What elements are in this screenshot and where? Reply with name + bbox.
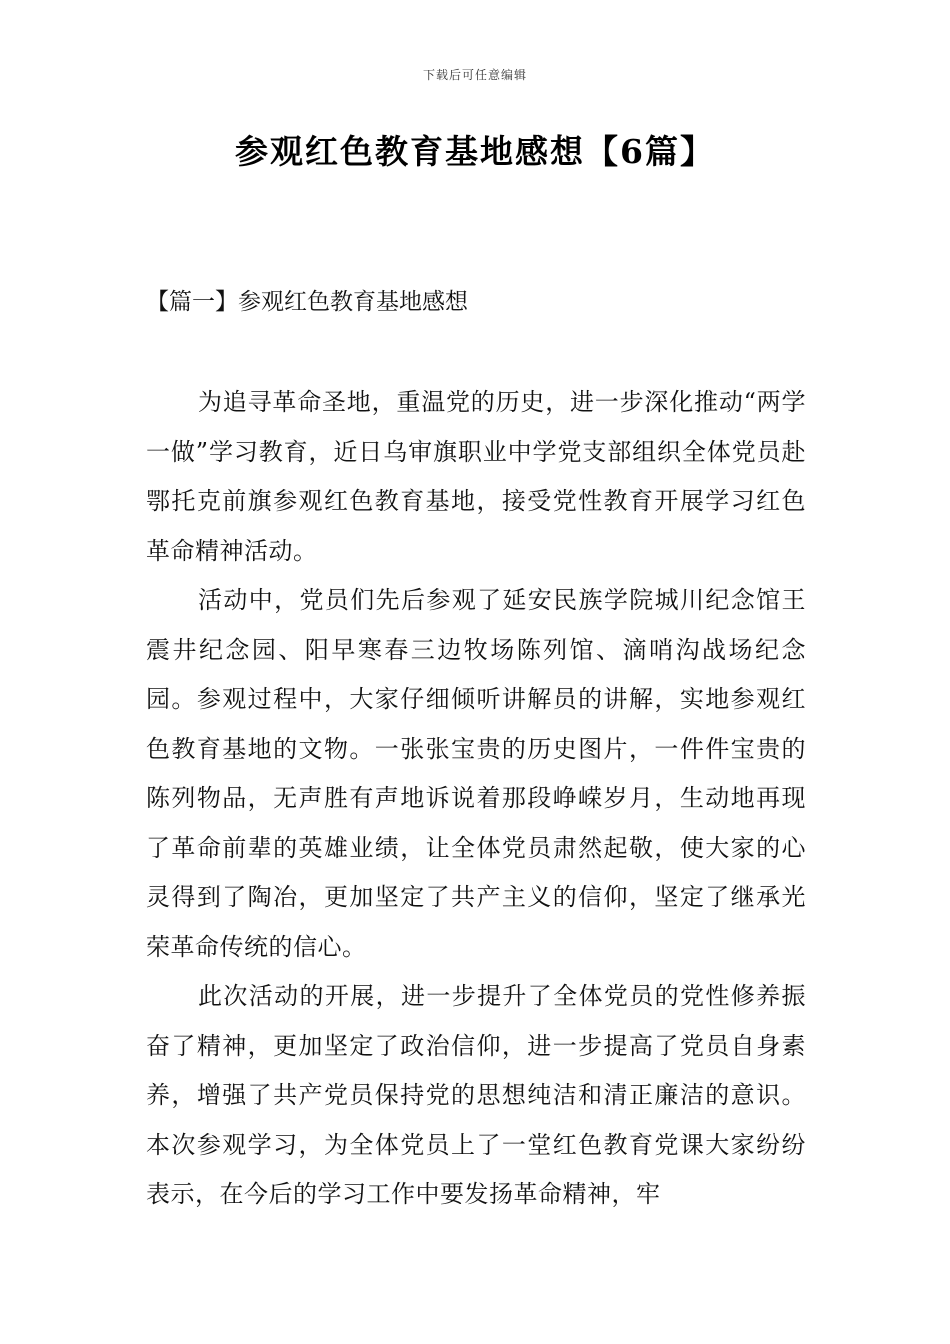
section-heading: 【篇一】参观红色教育基地感想 — [146, 289, 468, 315]
document-title: 参观红色教育基地感想【6篇】 — [235, 132, 715, 171]
paragraph-3: 此次活动的开展，进一步提升了全体党员的党性修养振奋了精神，更加坚定了政治信仰，进一步提高了党员自身素养，增强了共产党员保持党的思想纯洁和清正廉洁的意识。本次参观学习，为全体党员上了一堂红色教育党课大家纷纷表示，在今后的学习工作中要发扬革命精神，牢 — [146, 982, 806, 1208]
paragraph-1: 为追寻革命圣地，重温党的历史，进一步深化推动“两学一做”学习教育，近日乌审旗职业中学党支部组织全体党员赴鄂托克前旗参观红色教育基地，接受党性教育开展学习红色革命精神活动。 — [146, 388, 806, 565]
paragraph-2: 活动中，党员们先后参观了延安民族学院城川纪念馆王震井纪念园、阳早寒春三边牧场陈列馆、滴哨沟战场纪念园。参观过程中，大家仔细倾听讲解员的讲解，实地参观红色教育基地的文物。一张张宝贵的历史图片，一件件宝贵的陈列物品，无声胜有声地诉说着那段峥嵘岁月，生动地再现了革命前辈的英雄业绩，让全体党员肃然起敬，使大家的心灵得到了陶冶，更加坚定了共产主义的信仰，坚定了继承光荣革命传统的信心。 — [146, 586, 806, 961]
document-body — [146, 378, 806, 1220]
header-note: 下载后可任意编辑 — [422, 68, 527, 82]
